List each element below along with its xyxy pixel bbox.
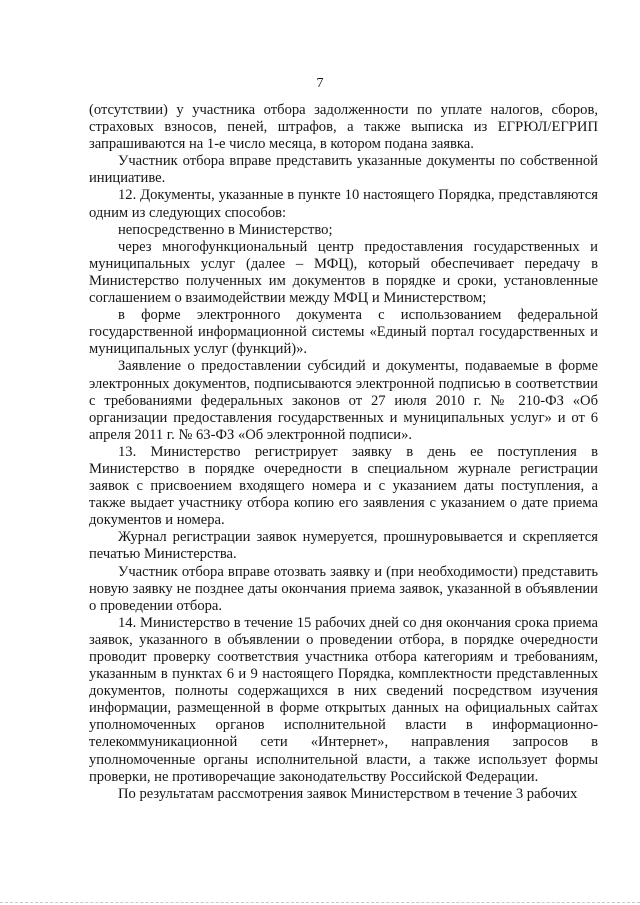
document-body bbox=[89, 102, 598, 803]
paragraph-directly-ministry: непосредственно в Министерство; bbox=[118, 221, 333, 238]
page-number: 7 bbox=[316, 76, 324, 91]
paragraph-12: 12. Документы, указанные в пункте 10 настоящего Порядка, представляются одним из следующих способов: bbox=[89, 187, 598, 221]
paragraph-electronic-signature: Заявление о предоставлении субсидий и документы, подаваемые в форме электронных документов, подписываются электронной подписью в соответствии с требованиями федеральных законов от 27 июля 2010 г. № 210-ФЗ «Об организации предоставления государственных и муниципальных услуг» и от 6 апреля 2011 г. № 63-ФЗ «Об электронной подписи». bbox=[89, 358, 598, 443]
paragraph-documents-initiative: Участник отбора вправе представить указанные документы по собственной инициативе. bbox=[89, 153, 598, 187]
paragraph-results: По результатам рассмотрения заявок Министерством в течение 3 рабочих bbox=[118, 785, 578, 802]
paragraph-electronic-portal: в форме электронного документа с использованием федеральной государственной информационной системы «Единый портал государственных и муниципальных услуг (функций)». bbox=[89, 307, 598, 358]
paragraph-mfc: через многофункциональный центр предоставления государственных и муниципальных услуг (далее – МФЦ), который обеспечивает передачу в Министерство полученных им документов в порядке и сроки, установленные соглашением о взаимодействии между МФЦ и Министерством; bbox=[89, 238, 598, 307]
paragraph-13: 13. Министерство регистрирует заявку в день ее поступления в Министерство в порядке очередности в специальном журнале регистрации заявок с присвоением входящего номера и с указанием даты поступления, а также выдает участнику отбора копию его заявления с указанием о дате приема документов и номера. bbox=[89, 443, 598, 529]
paragraph-14: 14. Министерство в течение 15 рабочих дней со дня окончания срока приема заявок, указанного в объявлении о проведении отбора, в порядке очередности проводит проверку соответствия участника отбора категориям и требованиям, указанным в пунктах 6 и 9 настоящего Порядка, комплектности представленных документов, полноты содержащихся в них сведений посредством изучения информации, размещенной в форме открытых данных на официальных сайтах уполномоченных органов исполнительной власти в информационно-телекоммуникационной сети «Интернет», направления запросов в уполномоченные органы исполнительной власти, а также использует формы проверки, не противоречащие законодательству Российской Федерации. bbox=[89, 614, 598, 785]
page-bottom-rule bbox=[0, 902, 640, 903]
paragraph-withdraw: Участник отбора вправе отозвать заявку и (при необходимости) представить новую заявку не позднее даты окончания приема заявок, указанной в объявлении о проведении отбора. bbox=[89, 563, 598, 614]
paragraph-journal: Журнал регистрации заявок нумеруется, прошнуровывается и скрепляется печатью Министерства. bbox=[89, 529, 598, 563]
paragraph-continuation: (отсутствии) у участника отбора задолженности по уплате налогов, сборов, страховых взносов, пеней, штрафов, а также выписка из ЕГРЮЛ/ЕГРИП запрашиваются на 1-е число месяца, в котором подана заявка. bbox=[89, 102, 598, 153]
